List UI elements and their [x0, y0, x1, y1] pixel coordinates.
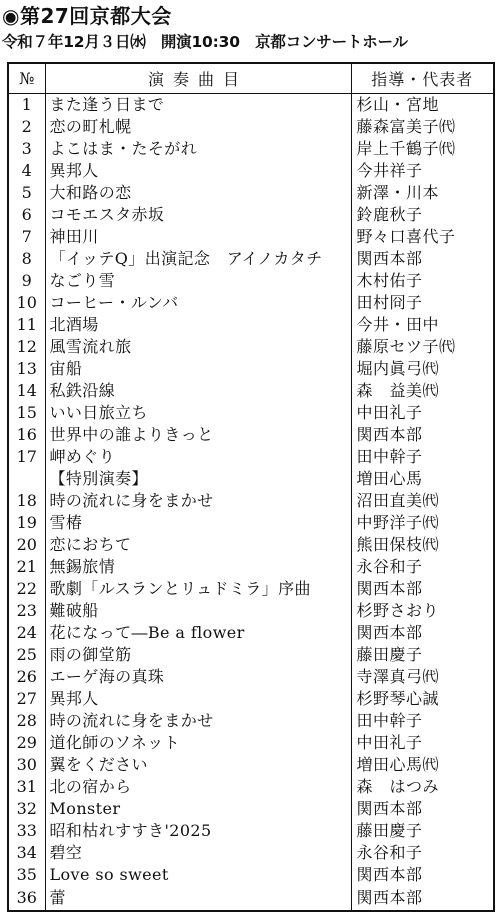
row-leader: 鈴鹿秋子: [356, 205, 423, 224]
row-leader: 関西本部: [356, 888, 423, 907]
row-number: 26: [8, 666, 45, 688]
event-details: 令和７年12月３日㈬ 開演10:30 京都コンサートホール: [2, 33, 408, 51]
row-title: 大和路の恋: [45, 182, 351, 204]
row-leader: 熊田保枝㈹: [356, 535, 440, 554]
row-title: 翼をください: [45, 754, 351, 776]
row-leader: 増田心馬㈹: [356, 755, 440, 774]
row-leader: 田中幹子: [356, 447, 423, 466]
row-leader: 藤田慶子: [356, 645, 423, 664]
row-title: 異邦人: [45, 688, 351, 710]
row-number: 34: [8, 842, 45, 864]
row-title: 岬めぐり: [45, 446, 351, 468]
table-row: [8, 798, 494, 820]
row-title: 時の流れに身をまかせ: [45, 710, 351, 732]
table-row: [8, 358, 494, 380]
table-row: [8, 226, 494, 248]
table-row: [8, 644, 494, 666]
row-title: 宙船: [45, 358, 351, 380]
row-number: 7: [8, 226, 45, 248]
row-number: 15: [8, 402, 45, 424]
row-title: 神田川: [45, 226, 351, 248]
row-title: 昭和枯れすすき'2025: [45, 820, 351, 842]
row-title: 時の流れに身をまかせ: [45, 490, 351, 512]
row-number: 1: [8, 94, 45, 117]
row-leader: 中田礼子: [356, 733, 423, 752]
row-title: エーゲ海の真珠: [45, 666, 351, 688]
row-leader: 田中幹子: [356, 711, 423, 730]
row-leader: 藤森富美子㈹: [356, 117, 456, 136]
row-title: なごり雪: [45, 270, 351, 292]
row-title: 風雪流れ旅: [45, 336, 351, 358]
row-number: 5: [8, 182, 45, 204]
row-leader: 杉山・宮地: [356, 95, 440, 114]
row-number: 19: [8, 512, 45, 534]
table-row: [8, 424, 494, 446]
table-row: [8, 94, 494, 117]
table-row: [8, 886, 494, 911]
table-row: [8, 820, 494, 842]
column-header-title: 演奏曲目: [45, 63, 351, 94]
row-leader: 関西本部: [356, 425, 423, 444]
row-leader: 杉野琴心誠: [356, 689, 440, 708]
row-title: 恋の町札幌: [45, 116, 351, 138]
table-row: [8, 380, 494, 402]
row-leader: 堀内眞弓㈹: [356, 359, 440, 378]
row-number: 13: [8, 358, 45, 380]
row-leader: 藤原セツ子㈹: [356, 337, 456, 356]
row-leader: 森 益美㈹: [356, 381, 440, 400]
row-title: 雨の御堂筋: [45, 644, 351, 666]
row-leader: 今井祥子: [356, 161, 423, 180]
row-number: 35: [8, 864, 45, 886]
row-number: 27: [8, 688, 45, 710]
column-header-leader: 指導・代表者: [351, 63, 494, 94]
row-number: 11: [8, 314, 45, 336]
row-number: 8: [8, 248, 45, 270]
table-row: [8, 468, 494, 490]
row-number: 4: [8, 160, 45, 182]
table-row: [8, 688, 494, 710]
table-row: [8, 732, 494, 754]
program-rows: [8, 94, 494, 912]
table-row: [8, 842, 494, 864]
row-number: 24: [8, 622, 45, 644]
row-leader: 中田礼子: [356, 403, 423, 422]
row-number: 17: [8, 446, 45, 468]
table-row: [8, 336, 494, 358]
row-number: 25: [8, 644, 45, 666]
row-leader: 寺澤真弓㈹: [356, 667, 440, 686]
row-title: 蕾: [45, 886, 351, 911]
row-title: 碧空: [45, 842, 351, 864]
row-number: 32: [8, 798, 45, 820]
row-number: 28: [8, 710, 45, 732]
row-title: 私鉄沿線: [45, 380, 351, 402]
row-number: 12: [8, 336, 45, 358]
row-title: 歌劇「ルスランとリュドミラ」序曲: [45, 578, 351, 600]
row-number: 14: [8, 380, 45, 402]
table-row: [8, 864, 494, 886]
table-header-row: [8, 63, 494, 94]
row-number: 10: [8, 292, 45, 314]
row-leader: 関西本部: [356, 249, 423, 268]
row-title: 無錫旅情: [45, 556, 351, 578]
row-leader: 森 はつみ: [356, 777, 440, 796]
row-number: 18: [8, 490, 45, 512]
row-title: 北の宿から: [45, 776, 351, 798]
table-row: [8, 182, 494, 204]
row-number: 23: [8, 600, 45, 622]
table-row: [8, 292, 494, 314]
row-number: [8, 468, 45, 490]
table-row: [8, 754, 494, 776]
table-row: [8, 534, 494, 556]
row-leader: 関西本部: [356, 623, 423, 642]
table-row: [8, 270, 494, 292]
row-title: いい日旅立ち: [45, 402, 351, 424]
table-row: [8, 160, 494, 182]
row-number: 33: [8, 820, 45, 842]
row-title: 道化師のソネット: [45, 732, 351, 754]
row-number: 31: [8, 776, 45, 798]
row-title: Love so sweet: [45, 864, 351, 886]
row-title: 雪椿: [45, 512, 351, 534]
table-row: [8, 402, 494, 424]
row-title: また逢う日まで: [45, 94, 351, 117]
row-title: 【特別演奏】: [45, 468, 351, 490]
row-title: コモエスタ赤坂: [45, 204, 351, 226]
table-row: [8, 116, 494, 138]
row-leader: 新澤・川本: [356, 183, 440, 202]
row-title: 異邦人: [45, 160, 351, 182]
row-leader: 沼田直美㈹: [356, 491, 440, 510]
row-leader: 今井・田中: [356, 315, 440, 334]
table-row: [8, 600, 494, 622]
program-table: [7, 62, 495, 912]
row-title: よこはま・たそがれ: [45, 138, 351, 160]
row-number: 36: [8, 886, 45, 911]
row-leader: 永谷和子: [356, 557, 423, 576]
row-leader: 関西本部: [356, 799, 423, 818]
row-number: 2: [8, 116, 45, 138]
table-row: [8, 710, 494, 732]
row-number: 9: [8, 270, 45, 292]
row-title: 「イッテQ」出演記念 アイノカタチ: [45, 248, 351, 270]
table-row: [8, 556, 494, 578]
row-title: 世界中の誰よりきっと: [45, 424, 351, 446]
row-number: 20: [8, 534, 45, 556]
column-header-number: №: [8, 63, 45, 94]
row-leader: 藤田慶子: [356, 821, 423, 840]
table-row: [8, 666, 494, 688]
table-row: [8, 138, 494, 160]
row-leader: 田村冏子: [356, 293, 423, 312]
row-title: 恋におちて: [45, 534, 351, 556]
row-leader: 岸上千鶴子㈹: [356, 139, 456, 158]
row-title: 花になって―Be a flower: [45, 622, 351, 644]
table-row: [8, 248, 494, 270]
table-row: [8, 512, 494, 534]
row-leader: 増田心馬: [356, 469, 423, 488]
row-number: 6: [8, 204, 45, 226]
row-number: 21: [8, 556, 45, 578]
table-row: [8, 622, 494, 644]
row-leader: 杉野さおり: [356, 601, 440, 620]
row-number: 22: [8, 578, 45, 600]
row-leader: 木村佑子: [356, 271, 423, 290]
row-title: 難破船: [45, 600, 351, 622]
table-row: [8, 314, 494, 336]
row-number: 3: [8, 138, 45, 160]
row-leader: 野々口喜代子: [356, 227, 456, 246]
row-title: 北酒場: [45, 314, 351, 336]
row-leader: 中野洋子㈹: [356, 513, 440, 532]
row-leader: 関西本部: [356, 865, 423, 884]
row-title: Monster: [45, 798, 351, 820]
table-row: [8, 204, 494, 226]
table-row: [8, 578, 494, 600]
row-number: 30: [8, 754, 45, 776]
table-row: [8, 490, 494, 512]
table-row: [8, 776, 494, 798]
row-title: コーヒー・ルンバ: [45, 292, 351, 314]
row-number: 16: [8, 424, 45, 446]
document-title: ◉第27回京都大会: [2, 4, 172, 28]
row-leader: 永谷和子: [356, 843, 423, 862]
row-number: 29: [8, 732, 45, 754]
row-leader: 関西本部: [356, 579, 423, 598]
table-row: [8, 446, 494, 468]
